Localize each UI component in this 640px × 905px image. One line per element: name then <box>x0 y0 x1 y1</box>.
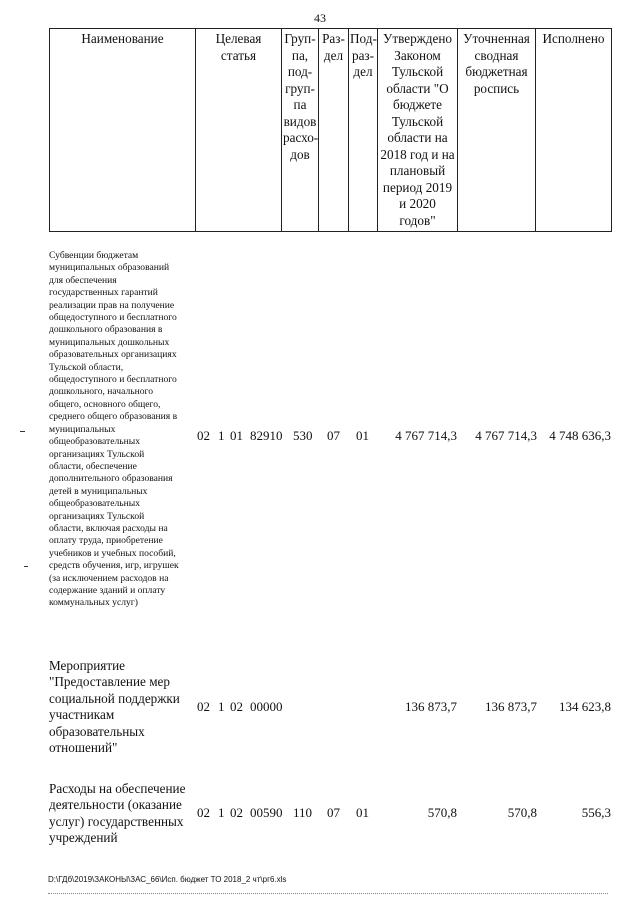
code-direction: 00590 <box>250 805 283 820</box>
row-section: 07 <box>327 805 340 820</box>
row-approved: 136 873,7 <box>405 699 457 714</box>
code-direction: 82910 <box>250 428 283 443</box>
code-program: 02 <box>197 699 210 714</box>
row-executed: 4 748 636,3 <box>549 428 611 443</box>
page-number: 43 <box>314 11 326 25</box>
row-approved: 570,8 <box>427 805 457 820</box>
col-header-approved: Утверждено Законом Тульской области "О бюджете Тульской области на 2018 год и на плановый период 2019 и 2020 годов" <box>378 29 458 232</box>
code-program: 02 <box>197 805 210 820</box>
row-section: 07 <box>327 428 340 443</box>
col-header-group: Груп- па, под- груп- па видов расхо- дов <box>282 29 319 232</box>
code-subprogram: 1 <box>218 428 225 443</box>
row-subsection: 01 <box>356 428 369 443</box>
row-approved: 4 767 714,3 <box>395 428 457 443</box>
row-group: 530 <box>293 428 313 443</box>
code-subprogram: 1 <box>218 699 225 714</box>
col-header-refined: Уточненная сводная бюджетная роспись <box>458 29 536 232</box>
code-event: 02 <box>230 805 243 820</box>
row-executed: 556,3 <box>581 805 611 820</box>
row-name: Субвенции бюджетам муниципальных образований для обеспечения государственных гарантий реализации прав на получение общедоступного и бесплатного дошкольного образования в муниципальных дошкольных образовательных организациях Тульской области, общедоступного и бесплатного дошкольного, начального общего, основного общего, среднего общего образования в муниципальных общеобразовательных организациях Тульской области, обеспечение дополнительного образования детей в муниципальных общеобразовательных организациях Тульской области, включая расходы на оплату труда, приобретение учебников и учебных пособий, средств обучения, игр, игрушек (за исключением расходов на содержание зданий и оплату коммунальных услуг) <box>49 250 179 609</box>
col-header-target-article: Целевая статья <box>196 29 282 232</box>
row-refined: 570,8 <box>507 805 537 820</box>
col-header-subsection: Под- раз- дел <box>349 29 378 232</box>
col-header-executed: Исполнено <box>536 29 612 232</box>
row-refined: 136 873,7 <box>485 699 537 714</box>
col-header-section: Раз- дел <box>319 29 349 232</box>
row-group: 110 <box>293 805 313 820</box>
table-row <box>49 250 611 630</box>
code-event: 02 <box>230 699 243 714</box>
scan-mark <box>20 431 25 432</box>
code-subprogram: 1 <box>218 805 225 820</box>
footer-divider <box>48 893 608 894</box>
row-name: Мероприятие "Предоставление мер социальной поддержки участникам образовательных отношений" <box>49 658 180 756</box>
row-name: Расходы на обеспечение деятельности (оказание услуг) государственных учреждений <box>49 781 186 846</box>
col-header-name: Наименование <box>50 29 196 232</box>
row-subsection: 01 <box>356 805 369 820</box>
code-event: 01 <box>230 428 243 443</box>
scan-mark <box>24 566 28 567</box>
table-row <box>49 781 611 851</box>
code-direction: 00000 <box>250 699 283 714</box>
row-executed: 134 623,8 <box>559 699 611 714</box>
row-refined: 4 767 714,3 <box>475 428 537 443</box>
table-header <box>49 28 612 232</box>
table-row <box>49 658 611 758</box>
footer-file-path: D:\ГДб\2019\ЗАКОНЫ\ЗАС_66\Исп. бюджет ТО 2018_2 чт\рг6.xls <box>48 875 287 884</box>
code-program: 02 <box>197 428 210 443</box>
